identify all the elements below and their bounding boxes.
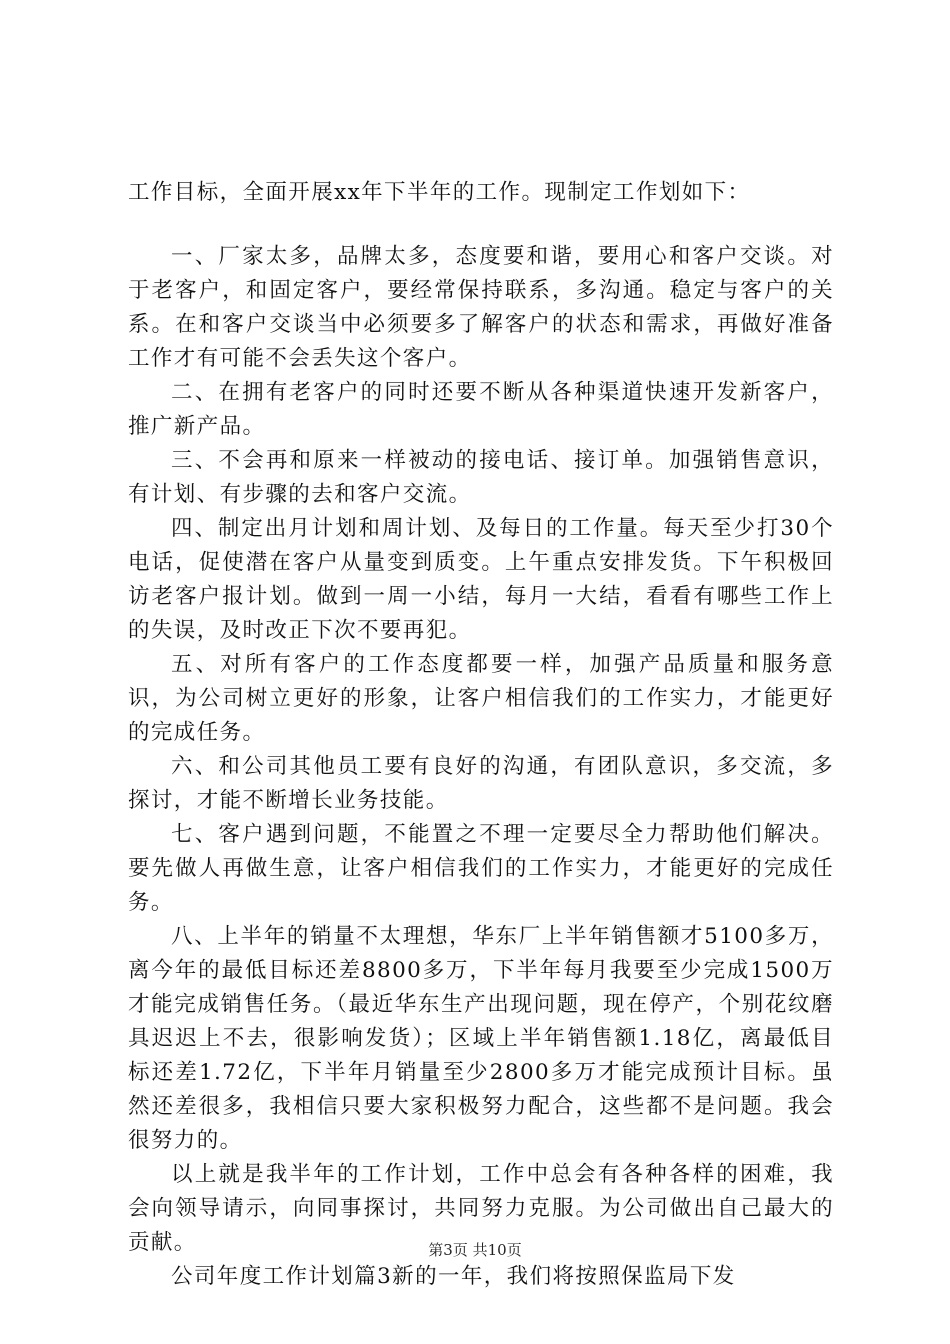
paragraph-next-section: 公司年度工作计划篇3新的一年，我们将按照保监局下发 <box>171 1264 736 1289</box>
paragraph-item-2: 二、在拥有老客户的同时还要不断从各种渠道快速开发新客户，推广新产品。 <box>128 380 834 439</box>
document-body <box>128 176 834 1294</box>
paragraph-item-7: 七、客户遇到问题，不能置之不理一定要尽全力帮助他们解决。要先做人再做生意，让客户相信我们的工作实力，才能更好的完成任务。 <box>128 822 834 915</box>
paragraph-item-4: 四、制定出月计划和周计划、及每日的工作量。每天至少打30个电话，促使潜在客户从量变到质变。上午重点安排发货。下午积极回访老客户报计划。做到一周一小结，每月一大结，看看有哪些工作上的失误，及时改正下次不要再犯。 <box>128 516 834 643</box>
paragraph-item-5: 五、对所有客户的工作态度都要一样，加强产品质量和服务意识，为公司树立更好的形象，让客户相信我们的工作实力，才能更好的完成任务。 <box>128 652 834 745</box>
page-footer: 第3页 共10页 <box>428 1241 522 1259</box>
paragraph-item-8: 八、上半年的销量不太理想，华东厂上半年销售额才5100多万，离今年的最低目标还差8800多万，下半年每月我要至少完成1500万才能完成销售任务。（最近华东生产出现问题，现在停产，个别花纹磨具迟迟上不去，很影响发货）；区域上半年销售额1.18亿，离最低目标还差1.72亿，下半年月销量至少2800多万才能完成预计目标。虽然还差很多，我相信只要大家积极努力配合，这些都不是问题。我会很努力的。 <box>128 924 834 1153</box>
paragraph-item-1: 一、厂家太多，品牌太多，态度要和谐，要用心和客户交谈。对于老客户，和固定客户，要经常保持联系，多沟通。稳定与客户的关系。在和客户交谈当中必须要多了解客户的状态和需求，再做好准备工作才有可能不会丢失这个客户。 <box>128 244 834 371</box>
paragraph-summary: 以上就是我半年的工作计划，工作中总会有各种各样的困难，我会向领导请示，向同事探讨，共同努力克服。为公司做出自己最大的贡献。 <box>128 1162 834 1255</box>
paragraph-item-3: 三、不会再和原来一样被动的接电话、接订单。加强销售意识，有计划、有步骤的去和客户交流。 <box>128 448 834 507</box>
paragraph-item-6: 六、和公司其他员工要有良好的沟通，有团队意识，多交流，多探讨，才能不断增长业务技能。 <box>128 754 834 813</box>
paragraph-intro: 工作目标，全面开展xx年下半年的工作。现制定工作划如下： <box>128 180 751 205</box>
